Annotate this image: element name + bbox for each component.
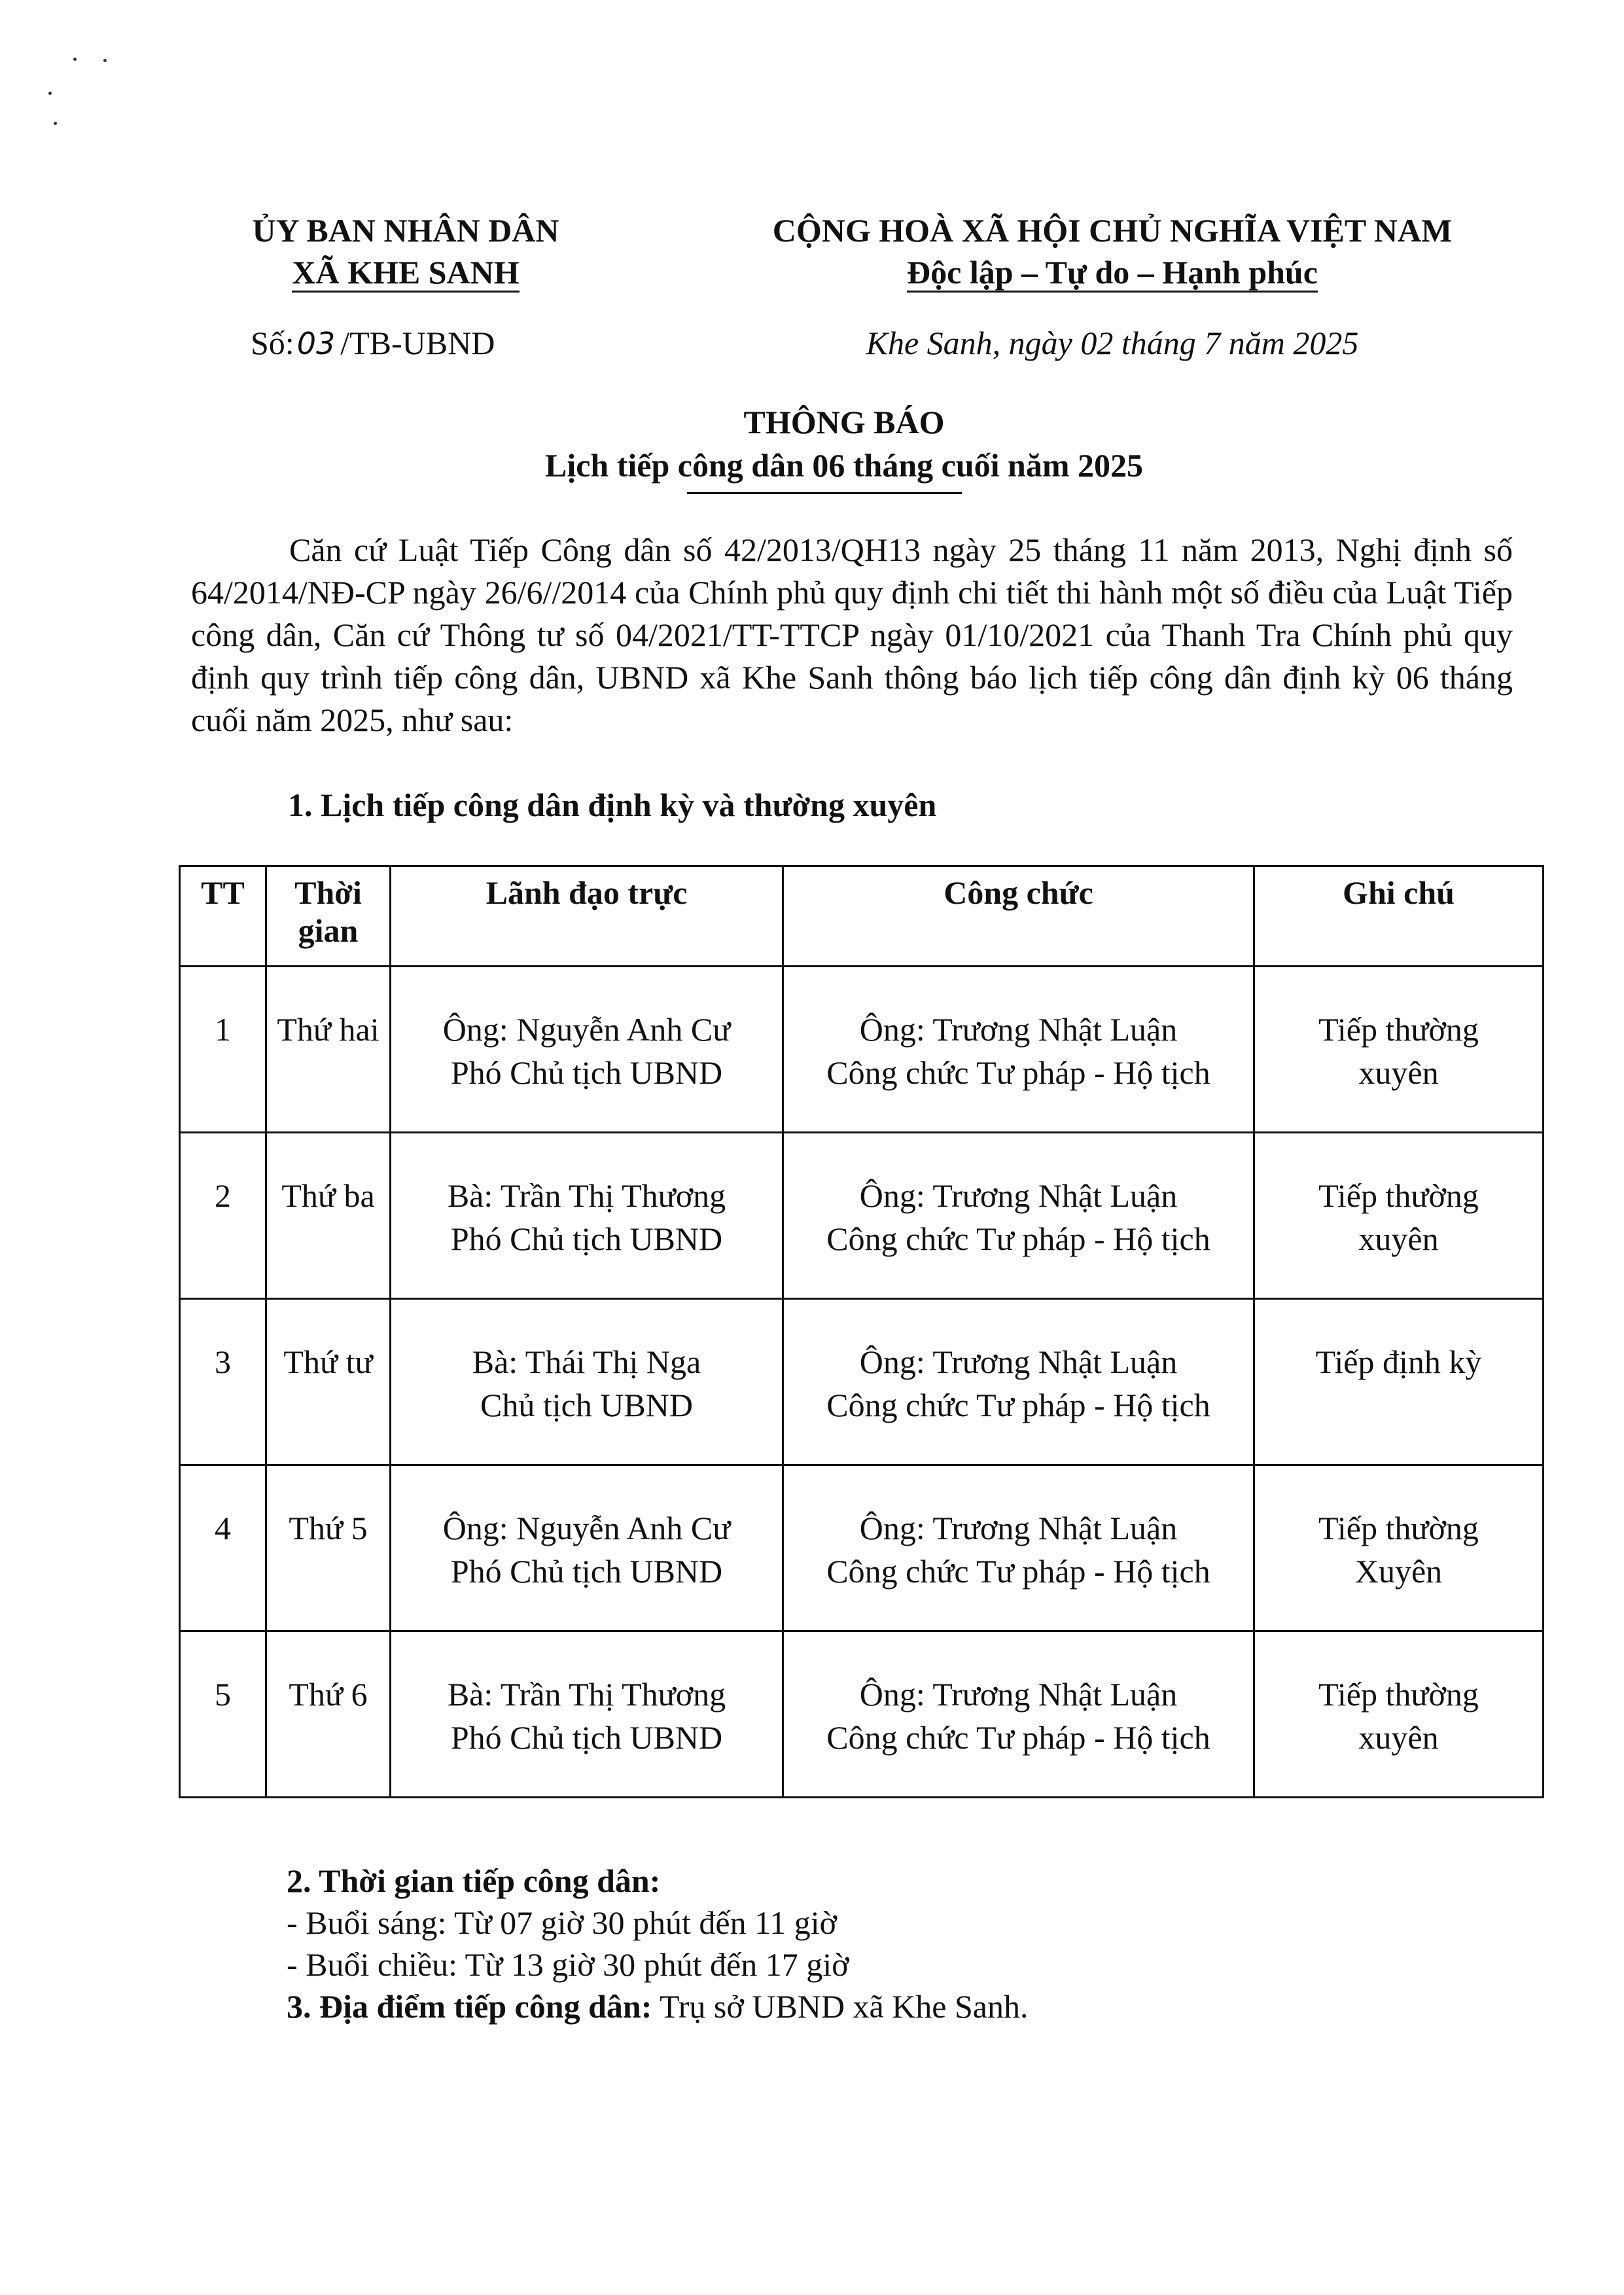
- motto: Độc lập – Tự do – Hạnh phúc: [733, 251, 1492, 293]
- footer-sections: [287, 1860, 1530, 2027]
- scan-speck: [73, 58, 77, 61]
- national-title: CỘNG HOÀ XÃ HỘI CHỦ NGHĨA VIỆT NAM: [772, 212, 1453, 249]
- row-officer: Ông: Trương Nhật Luận Công chức Tư pháp - Hộ tịch: [783, 1465, 1254, 1631]
- row-officer: Ông: Trương Nhật Luận Công chức Tư pháp - Hộ tịch: [783, 1631, 1254, 1798]
- table-row: [180, 1133, 1544, 1299]
- row-day: Thứ tư: [266, 1299, 391, 1465]
- column-header-time: Thời gian: [266, 866, 391, 967]
- row-leader: Bà: Trần Thị Thương Phó Chủ tịch UBND: [391, 1631, 783, 1798]
- morning-hours: - Buổi sáng: Từ 07 giờ 30 phút đến 11 giờ: [287, 1904, 838, 1941]
- table-row: [180, 1631, 1544, 1798]
- table-row: [180, 1465, 1544, 1631]
- national-block: [733, 209, 1492, 293]
- section-1-heading: 1. Lịch tiếp công dân định kỳ và thường xuyên: [288, 787, 937, 823]
- row-number: 1: [180, 967, 266, 1133]
- section-3: [287, 1985, 1530, 2027]
- section-3-heading: 3. Địa điểm tiếp công dân:: [287, 1988, 652, 2025]
- row-number: 3: [180, 1299, 266, 1465]
- row-officer: Ông: Trương Nhật Luận Công chức Tư pháp - Hộ tịch: [783, 967, 1254, 1133]
- row-officer: Ông: Trương Nhật Luận Công chức Tư pháp - Hộ tịch: [783, 1299, 1254, 1465]
- row-leader: Bà: Thái Thị Nga Chủ tịch UBND: [391, 1299, 783, 1465]
- row-note: Tiếp thường xuyên: [1254, 1133, 1544, 1299]
- column-header-note: Ghi chú: [1254, 866, 1544, 967]
- row-day: Thứ ba: [266, 1133, 391, 1299]
- row-note: Tiếp thường Xuyên: [1254, 1465, 1544, 1631]
- scan-speck: [54, 122, 57, 125]
- column-header-tt: TT: [180, 866, 266, 967]
- row-day: Thứ hai: [266, 967, 391, 1133]
- row-officer: Ông: Trương Nhật Luận Công chức Tư pháp - Hộ tịch: [783, 1133, 1254, 1299]
- row-leader: Bà: Trần Thị Thương Phó Chủ tịch UBND: [391, 1133, 783, 1299]
- table-row: [180, 967, 1544, 1133]
- agency-line-2: XÃ KHE SANH: [196, 251, 615, 293]
- title-block: [196, 400, 1492, 487]
- row-day: Thứ 5: [266, 1465, 391, 1631]
- row-note: Tiếp thường xuyên: [1254, 967, 1544, 1133]
- scan-speck: [48, 92, 52, 95]
- column-header-officer: Công chức: [783, 866, 1254, 967]
- place-date: Khe Sanh, ngày 02 tháng 7 năm 2025: [866, 325, 1359, 361]
- intro-paragraph: Căn cứ Luật Tiếp Công dân số 42/2013/QH13 ngày 25 tháng 11 năm 2013, Nghị định số 64/2014/NĐ-CP ngày 26/6//2014 của Chính phủ quy định chi tiết thi hành một số điều của Luật Tiếp công dân, Căn cứ Thông tư số 04/2021/TT-TTCP ngày 01/10/2021 của Thanh Tra Chính phủ quy định quy trình tiếp công dân, UBND xã Khe Sanh thông báo lịch tiếp công dân định kỳ 06 tháng cuối năm 2025, như sau:: [191, 531, 1513, 738]
- row-note: Tiếp thường xuyên: [1254, 1631, 1544, 1798]
- column-header-leader: Lãnh đạo trực: [391, 866, 783, 967]
- agency-line-1: ỦY BAN NHÂN DÂN: [252, 212, 559, 249]
- row-number: 2: [180, 1133, 266, 1299]
- row-number: 4: [180, 1465, 266, 1631]
- row-leader: Ông: Nguyễn Anh Cư Phó Chủ tịch UBND: [391, 1465, 783, 1631]
- subtitle-underline: [687, 492, 962, 494]
- row-number: 5: [180, 1631, 266, 1798]
- row-day: Thứ 6: [266, 1631, 391, 1798]
- section-3-text: Trụ sở UBND xã Khe Sanh.: [652, 1988, 1029, 2025]
- doc-number-handwritten: 03: [296, 326, 336, 361]
- doc-number: Số:03 /TB-UBND: [251, 325, 495, 361]
- scan-speck: [103, 59, 107, 62]
- section-2-heading: 2. Thời gian tiếp công dân:: [287, 1862, 661, 1899]
- row-note: Tiếp định kỳ: [1254, 1299, 1544, 1465]
- table-header-row: [180, 866, 1544, 967]
- notice-title: THÔNG BÁO: [743, 404, 945, 440]
- table-row: [180, 1299, 1544, 1465]
- row-leader: Ông: Nguyễn Anh Cư Phó Chủ tịch UBND: [391, 967, 783, 1133]
- notice-subtitle: Lịch tiếp công dân 06 tháng cuối năm 2025: [544, 447, 1143, 484]
- afternoon-hours: - Buổi chiều: Từ 13 giờ 30 phút đến 17 giờ: [287, 1946, 849, 1983]
- schedule-table: [179, 865, 1544, 1798]
- agency-block: [196, 209, 615, 293]
